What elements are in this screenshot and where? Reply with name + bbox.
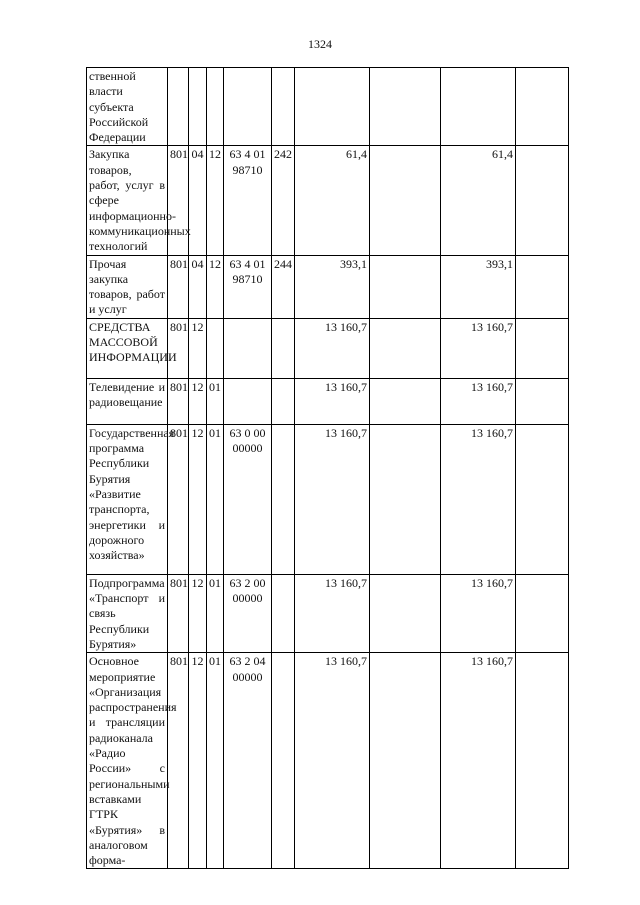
subsection-code: 01	[207, 574, 224, 652]
expense-type-code	[272, 574, 295, 652]
subsection-code: 01	[207, 424, 224, 574]
amount-column-8: 13 160,7	[441, 318, 516, 378]
ministry-code: 801	[168, 653, 189, 869]
section-code: 12	[189, 318, 207, 378]
item-name: ственной власти субъекта Российской Федерации	[87, 68, 168, 146]
section-code: 04	[189, 255, 207, 318]
amount-column-7	[370, 653, 441, 869]
expense-type-code: 242	[272, 146, 295, 255]
table-row	[87, 318, 569, 378]
target-article-code	[224, 574, 272, 652]
item-name: Закупка товаров, работ, услуг в сфере информационно-коммуникационных технологий	[87, 146, 168, 255]
amount-column-9	[516, 653, 569, 869]
section-code	[189, 68, 207, 146]
subsection-code	[207, 318, 224, 378]
amount-total	[295, 68, 370, 146]
expense-type-code	[272, 424, 295, 574]
table-row	[87, 653, 569, 869]
budget-table	[86, 67, 569, 869]
item-name: СРЕДСТВА МАССОВОЙ ИНФОРМАЦИИ	[87, 318, 168, 378]
target-article-code	[224, 318, 272, 378]
amount-column-7	[370, 378, 441, 424]
amount-column-9	[516, 318, 569, 378]
table-row	[87, 378, 569, 424]
amount-column-9	[516, 378, 569, 424]
target-article-code	[224, 378, 272, 424]
subsection-code	[207, 68, 224, 146]
amount-column-9	[516, 574, 569, 652]
target-article-code-line2: 98710	[232, 162, 263, 177]
amount-total: 61,4	[295, 146, 370, 255]
amount-column-9	[516, 146, 569, 255]
amount-column-8: 13 160,7	[441, 574, 516, 652]
amount-total: 393,1	[295, 255, 370, 318]
section-code: 12	[189, 574, 207, 652]
ministry-code: 801	[168, 378, 189, 424]
target-article-code-line2: 98710	[232, 271, 263, 286]
amount-total: 13 160,7	[295, 574, 370, 652]
expense-type-code	[272, 318, 295, 378]
target-article-code	[224, 146, 272, 255]
subsection-code: 12	[207, 255, 224, 318]
amount-column-7	[370, 424, 441, 574]
target-article-code-line1: 63 4 01	[229, 147, 266, 162]
target-article-code-line2: 00000	[232, 441, 263, 456]
amount-column-9	[516, 424, 569, 574]
amount-column-8: 13 160,7	[441, 653, 516, 869]
section-code: 12	[189, 378, 207, 424]
target-article-code	[224, 68, 272, 146]
ministry-code: 801	[168, 146, 189, 255]
expense-type-code: 244	[272, 255, 295, 318]
table-row	[87, 255, 569, 318]
target-article-code	[224, 255, 272, 318]
amount-column-8: 13 160,7	[441, 378, 516, 424]
target-article-code-line1: 63 4 01	[229, 256, 266, 271]
amount-column-7	[370, 574, 441, 652]
amount-column-8	[441, 68, 516, 146]
amount-column-9	[516, 68, 569, 146]
section-code: 12	[189, 653, 207, 869]
item-name: Государственная программа Республики Бурятия «Развитие транспорта, энергетики и дорожного хозяйства»	[87, 424, 168, 574]
item-name: Телевидение и радиовещание	[87, 378, 168, 424]
target-article-code-line1: 63 2 00	[229, 575, 266, 590]
table-row	[87, 424, 569, 574]
target-article-code-line2: 00000	[232, 591, 263, 606]
amount-total: 13 160,7	[295, 424, 370, 574]
amount-column-8: 13 160,7	[441, 424, 516, 574]
amount-column-7	[370, 255, 441, 318]
amount-total: 13 160,7	[295, 653, 370, 869]
amount-column-7	[370, 146, 441, 255]
ministry-code	[168, 68, 189, 146]
expense-type-code	[272, 68, 295, 146]
ministry-code: 801	[168, 574, 189, 652]
amount-total: 13 160,7	[295, 378, 370, 424]
expense-type-code	[272, 378, 295, 424]
ministry-code: 801	[168, 255, 189, 318]
amount-column-8: 61,4	[441, 146, 516, 255]
amount-column-8: 393,1	[441, 255, 516, 318]
item-name: Прочая закупка товаров, работ и услуг	[87, 255, 168, 318]
table-row	[87, 574, 569, 652]
target-article-code-line1: 63 0 00	[229, 425, 266, 440]
target-article-code	[224, 424, 272, 574]
target-article-code-line2: 00000	[232, 669, 263, 684]
subsection-code: 01	[207, 378, 224, 424]
item-name: Подпрограмма «Транспорт и связь Республики Бурятия»	[87, 574, 168, 652]
amount-column-7	[370, 318, 441, 378]
target-article-code	[224, 653, 272, 869]
table-row	[87, 146, 569, 255]
ministry-code: 801	[168, 318, 189, 378]
page-number: 1324	[308, 37, 332, 51]
section-code: 12	[189, 424, 207, 574]
ministry-code: 801	[168, 424, 189, 574]
subsection-code: 01	[207, 653, 224, 869]
expense-type-code	[272, 653, 295, 869]
table-body	[87, 68, 569, 869]
amount-column-7	[370, 68, 441, 146]
table-row	[87, 68, 569, 146]
target-article-code-line1: 63 2 04	[229, 654, 266, 669]
amount-total: 13 160,7	[295, 318, 370, 378]
section-code: 04	[189, 146, 207, 255]
amount-column-9	[516, 255, 569, 318]
subsection-code: 12	[207, 146, 224, 255]
item-name: Основное мероприятие «Организация распространения и трансляции радиоканала «Радио России» с региональными вставками ГТРК «Бурятия» в аналоговом форма-	[87, 653, 168, 869]
